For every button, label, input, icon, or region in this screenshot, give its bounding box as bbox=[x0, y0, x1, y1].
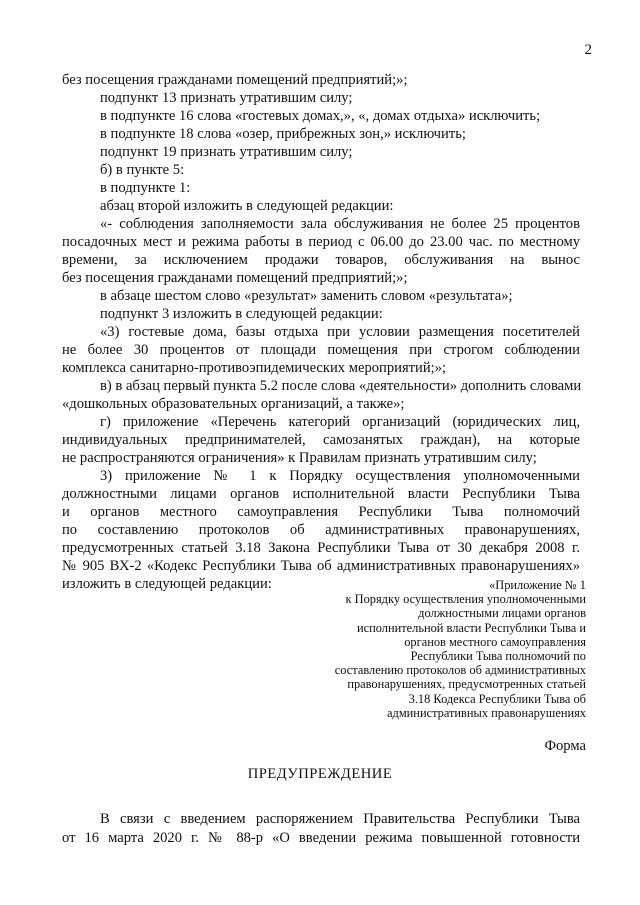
body-line: б) в пункте 5: bbox=[100, 162, 185, 178]
body-line: индивидуальных предпринимателей, самозанятых граждан), на которые bbox=[62, 432, 580, 448]
body-line: в) в абзац первый пункта 5.2 после слова «деятельности» дополнить словами bbox=[100, 378, 582, 394]
body-line: без посещения гражданами помещений предприятий;»; bbox=[62, 72, 408, 88]
body-line: не распространяются ограничения» к Правилам признать утратившим силу; bbox=[62, 450, 537, 466]
body-line: г) приложение «Перечень категорий организаций (юридических лиц, bbox=[100, 414, 580, 430]
appendix-line: Республики Тыва полномочий по bbox=[410, 649, 586, 663]
body-line: посадочных мест и режима работы в период с 06.00 до 23.00 час. по местному bbox=[62, 234, 580, 250]
document-heading: ПРЕДУПРЕЖДЕНИЕ bbox=[247, 766, 393, 782]
body-line: в подпункте 1: bbox=[100, 180, 191, 196]
form-label: Форма bbox=[544, 738, 586, 754]
body-line: абзац второй изложить в следующей редакции: bbox=[100, 198, 394, 214]
body-line: в подпункте 18 слова «озер, прибрежных зон,» исключить; bbox=[100, 126, 466, 142]
appendix-line: административных правонарушениях bbox=[387, 705, 586, 720]
page-number: 2 bbox=[584, 42, 592, 58]
body-line: изложить в следующей редакции: bbox=[62, 576, 272, 592]
appendix-line: исполнительной власти Республики Тыва и bbox=[356, 620, 586, 635]
body-line: в абзаце шестом слово «результат» заменить словом «результата»; bbox=[100, 288, 513, 304]
body-line: подпункт 3 изложить в следующей редакции: bbox=[100, 306, 383, 322]
body-line: № 905 ВХ-2 «Кодекс Республики Тыва об административных правонарушениях» bbox=[62, 558, 580, 574]
appendix-line: правонарушениях, предусмотренных статьей bbox=[347, 677, 586, 692]
body-line: от 16 марта 2020 г. № 88-р «О введении режима повышенной готовности bbox=[62, 830, 580, 846]
body-line: не более 30 процентов от площади помещения при строгом соблюдении bbox=[62, 342, 580, 358]
appendix-line: должностными лицами органов bbox=[418, 606, 586, 621]
body-line: должностными лицами органов исполнительной власти Республики Тыва bbox=[62, 486, 580, 502]
appendix-line: «Приложение № 1 bbox=[489, 578, 586, 592]
appendix-line: 3.18 Кодекса Республики Тыва об bbox=[408, 691, 586, 706]
body-line: подпункт 19 признать утратившим силу; bbox=[100, 144, 353, 160]
body-line: в подпункте 16 слова «гостевых домах,», «, домах отдыха» исключить; bbox=[100, 108, 541, 124]
appendix-line: к Порядку осуществления уполномоченными bbox=[345, 592, 586, 607]
body-line: 3) приложение № 1 к Порядку осуществления уполномоченными bbox=[100, 468, 580, 484]
body-line: без посещения гражданами помещений предприятий;»; bbox=[62, 270, 408, 286]
body-line: подпункт 13 признать утратившим силу; bbox=[100, 90, 353, 106]
body-line: «дошкольных образовательных организаций, а также»; bbox=[62, 396, 405, 412]
body-line: и органов местного самоуправления Республики Тыва полномочий bbox=[62, 504, 580, 520]
body-line: «3) гостевые дома, базы отдыха при условии размещения посетителей bbox=[100, 324, 580, 340]
body-line: В связи с введением распоряжением Правительства Республики Тыва bbox=[100, 811, 580, 827]
body-line: по составлению протоколов об административных правонарушениях, bbox=[62, 522, 580, 538]
body-line: «- соблюдения заполняемости зала обслуживания не более 25 процентов bbox=[100, 216, 580, 232]
body-line: времени, за исключением продажи товаров, обслуживания на вынос bbox=[62, 252, 580, 268]
appendix-line: органов местного самоуправления bbox=[404, 634, 586, 649]
appendix-line: составлению протоколов об административных bbox=[334, 663, 586, 678]
body-line: предусмотренных статьей 3.18 Закона Республики Тыва от 30 декабря 2008 г. bbox=[62, 540, 580, 556]
body-line: комплекса санитарно-противоэпидемических мероприятий;»; bbox=[62, 360, 447, 376]
